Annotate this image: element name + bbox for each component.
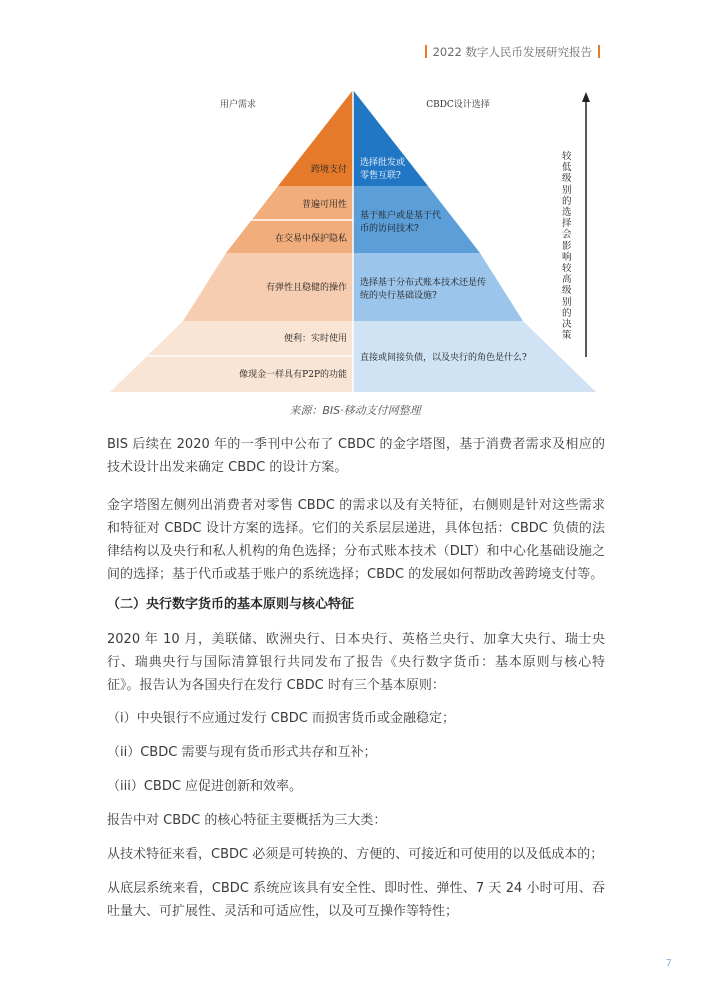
cbdc-pyramid-figure [110, 85, 610, 405]
right-label-1a: 选择批发或 [360, 158, 406, 168]
paragraph-5-block [107, 843, 605, 866]
paragraph-3: 2020 年 10 月，美联储、欧洲央行、日本央行、英格兰央行、加拿大央行、瑞士央行、瑞典央行与国际清算银行共同发布了报告《央行数字货币：基本原则与核心特征》。报告认为各国央行在发行 CBDC 时有三个基本原则： [107, 632, 605, 693]
section-heading-block [107, 593, 605, 616]
right-label-1b: 零售互联? [360, 171, 401, 181]
right-label-4: 直接或间接负债，以及央行的角色是什么? [360, 353, 527, 363]
left-label-1: 跨境支付 [310, 165, 347, 175]
left-label-3: 在交易中保护隐私 [274, 234, 347, 244]
left-label-4: 有弹性且稳健的操作 [265, 283, 347, 293]
left-label-5: 便利：实时使用 [283, 334, 347, 344]
paragraph-1: BIS 后续在 2020 年的一季刊中公布了 CBDC 的金字塔图，基于消费者需求及相应的技术设计出发来确定 CBDC 的设计方案。 [107, 437, 605, 475]
pyramid-svg [110, 85, 610, 405]
right-label-2b: 币的访问技术? [360, 224, 419, 234]
header-bar-right [598, 45, 600, 58]
list-item-3: （iii）CBDC 应促进创新和效率。 [107, 779, 303, 794]
list-item-2: （ii）CBDC 需要与现有货币形式共存和互补； [107, 745, 377, 760]
side-label: 较低级别的选择会影响较高级别的决策 [562, 151, 572, 342]
left-heading: 用户需求 [219, 100, 257, 110]
right-label-2a: 基于账户或是基于代 [360, 211, 442, 221]
list-item-3-block [107, 775, 605, 798]
left-label-6: 像现金一样具有P2P的功能 [239, 370, 347, 380]
list-item-2-block [107, 741, 605, 764]
left-label-2: 普遍可用性 [301, 200, 347, 210]
paragraph-5: 从技术特征来看，CBDC 必须是可转换的、方便的、可接近和可使用的以及低成本的； [107, 847, 604, 862]
page-number: 7 [665, 958, 672, 969]
paragraph-2-block [107, 494, 605, 586]
list-item-1-block [107, 707, 605, 730]
paragraph-4-block [107, 809, 605, 832]
paragraph-6: 从底层系统来看，CBDC 系统应该具有安全性、即时性、弹性、7 天 24 小时可用、吞吐量大、可扩展性、灵活和可适应性，以及可互操作等特性； [107, 881, 605, 919]
paragraph-2: 金字塔图左侧列出消费者对零售 CBDC 的需求以及有关特征，右侧则是针对这些需求和特征对 CBDC 设计方案的选择。它们的关系层层递进，具体包括：CBDC 负债的法律结构以及央行和私人机构的角色选择；分布式账本技术（DLT）和中心化基础设施之间的选择；基于代币或基于账户的系统选择；CBDC 的发展如何帮助改善跨境支付等。 [107, 498, 605, 582]
paragraph-6-block [107, 877, 605, 923]
paragraph-1-block [107, 433, 605, 479]
right-heading: CBDC设计选择 [426, 100, 490, 110]
paragraph-4: 报告中对 CBDC 的核心特征主要概括为三大类： [107, 813, 387, 828]
header-bar-left [425, 45, 427, 58]
paragraph-3-block [107, 628, 605, 697]
up-arrow-head [582, 92, 590, 102]
page-header [419, 44, 606, 60]
right-label-3b: 统的央行基础设施? [360, 291, 437, 301]
section-heading: （二）央行数字货币的基本原则与核心特征 [107, 597, 355, 612]
list-item-1: （i）中央银行不应通过发行 CBDC 而损害货币或金融稳定； [107, 711, 455, 726]
right-label-3a: 选择基于分布式账本技术还是传 [360, 278, 487, 288]
header-title: 2022 数字人民币发展研究报告 [432, 45, 592, 59]
figure-source: 来源：BIS·移动支付网整理 [289, 404, 421, 417]
